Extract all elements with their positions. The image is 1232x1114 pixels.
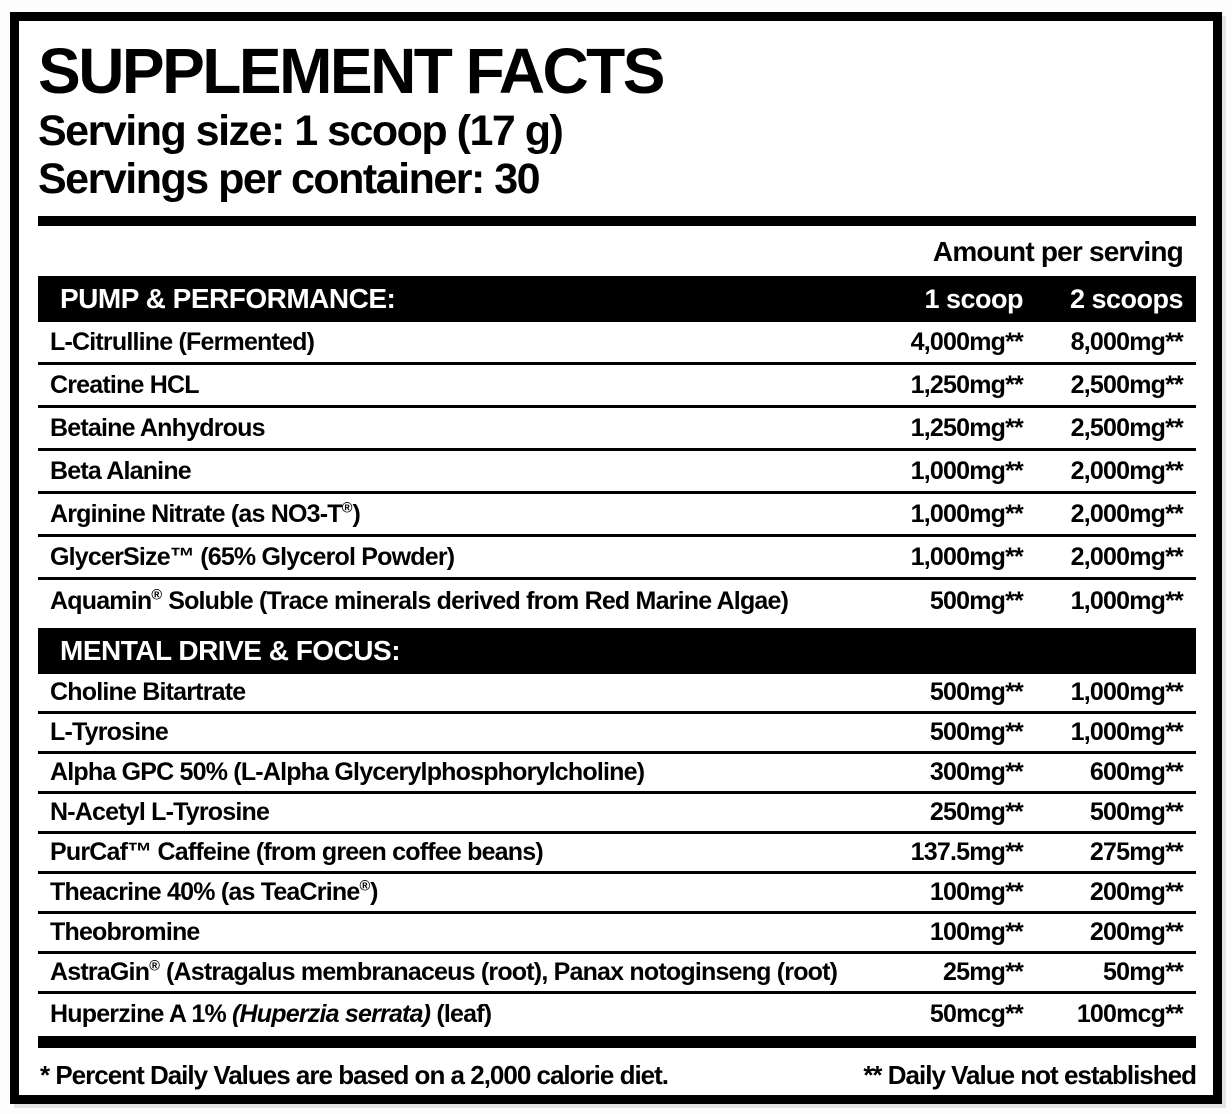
ingredient-name: Theacrine 40% (as TeaCrine®) [50,878,378,906]
ingredient-row [38,494,1196,537]
amount-2-scoops: 8,000mg** [1070,327,1183,356]
servings-per-container: Servings per container: 30 [38,155,540,203]
serving-size: Serving size: 1 scoop (17 g) [38,107,563,155]
amount-1-scoop: 100mg** [929,918,1023,946]
ingredient-row [38,914,1196,954]
ingredient-name: Theobromine [50,918,200,946]
ingredient-row [38,754,1196,794]
ingredient-name: Betaine Anhydrous [50,413,265,442]
column-header-1-scoop: 1 scoop [924,283,1023,314]
amount-1-scoop: 1,000mg** [910,456,1023,485]
amount-1-scoop: 1,250mg** [910,370,1023,399]
ingredient-row [38,954,1196,994]
amount-2-scoops: 600mg** [1089,758,1183,786]
ingredient-row [38,580,1196,623]
ingredient-row [38,408,1196,451]
section-rows [38,322,1196,623]
amount-2-scoops: 1,000mg** [1070,587,1183,615]
registered-mark: ® [359,878,371,895]
section-title: PUMP & PERFORMANCE: [60,283,396,314]
amount-2-scoops: 200mg** [1089,878,1183,906]
panel-title: SUPPLEMENT FACTS [38,35,663,107]
section-header [38,276,1196,322]
ingredient-name: L-Tyrosine [50,718,168,746]
ingredient-name: PurCaf™ Caffeine (from green coffee beans) [50,838,543,866]
amount-2-scoops: 2,000mg** [1070,542,1183,571]
ingredient-name: L-Citrulline (Fermented) [50,327,315,356]
ingredient-row [38,994,1196,1034]
title-divider-rule [38,216,1196,226]
amount-1-scoop: 500mg** [929,678,1023,706]
amount-1-scoop: 1,000mg** [910,499,1023,528]
ingredient-name: Beta Alanine [50,456,191,485]
section-title: MENTAL DRIVE & FOCUS: [60,635,401,666]
registered-mark: ® [151,587,163,604]
amount-1-scoop: 4,000mg** [910,327,1023,356]
amount-2-scoops: 2,000mg** [1070,499,1183,528]
amount-2-scoops: 275mg** [1089,838,1183,866]
column-header-2-scoops: 2 scoops [1069,283,1183,314]
amount-1-scoop: 25mg** [943,958,1023,986]
ingredient-name: N-Acetyl L-Tyrosine [50,798,270,826]
supplement-facts-panel [10,12,1222,1104]
amount-1-scoop: 300mg** [929,758,1023,786]
ingredient-row [38,674,1196,714]
ingredient-latin-name: (Huperzia serrata) [232,999,431,1028]
footnote-dv-not-established: ** Daily Value not established [863,1060,1196,1090]
amount-2-scoops: 500mg** [1089,798,1183,826]
amount-1-scoop: 500mg** [929,718,1023,746]
ingredient-row [38,714,1196,754]
ingredient-name: Aquamin® Soluble (Trace minerals derived from Red Marine Algae) [50,587,789,615]
ingredient-name: Creatine HCL [50,370,199,399]
amount-1-scoop: 50mcg** [929,999,1023,1028]
amount-2-scoops: 2,500mg** [1070,370,1183,399]
footnote-daily-values: * Percent Daily Values are based on a 2,000 calorie diet. [40,1060,669,1090]
amount-2-scoops: 1,000mg** [1070,718,1183,746]
amount-2-scoops: 2,500mg** [1070,413,1183,442]
amount-2-scoops: 1,000mg** [1070,678,1183,706]
ingredient-name: Choline Bitartrate [50,678,246,706]
ingredient-row [38,874,1196,914]
ingredient-name: Huperzine A 1% (Huperzia serrata) (leaf) [50,999,492,1028]
ingredient-row [38,537,1196,580]
ingredient-name: GlycerSize™ (65% Glycerol Powder) [50,542,455,571]
amount-1-scoop: 1,000mg** [910,542,1023,571]
facts-table [38,276,1196,1034]
amount-per-serving-header: Amount per serving [932,236,1183,267]
amount-1-scoop: 100mg** [929,878,1023,906]
amount-1-scoop: 250mg** [929,798,1023,826]
footer-divider-rule [38,1036,1196,1048]
ingredient-name: AstraGin® (Astragalus membranaceus (root), Panax notoginseng (root) [50,958,838,986]
amount-2-scoops: 50mg** [1103,958,1183,986]
amount-1-scoop: 1,250mg** [910,413,1023,442]
footnotes [38,1048,1196,1091]
registered-mark: ® [149,958,160,975]
section-rows [38,674,1196,1034]
amount-2-scoops: 100mcg** [1076,999,1183,1028]
ingredient-row [38,365,1196,408]
amount-1-scoop: 500mg** [929,587,1023,615]
registered-mark: ® [341,500,353,517]
amount-1-scoop: 137.5mg** [910,838,1023,866]
ingredient-name: Arginine Nitrate (as NO3-T®) [50,499,360,528]
ingredient-row [38,451,1196,494]
ingredient-row [38,322,1196,365]
ingredient-row [38,794,1196,834]
section-header [38,628,1196,674]
amount-2-scoops: 200mg** [1089,918,1183,946]
amount-2-scoops: 2,000mg** [1070,456,1183,485]
ingredient-row [38,834,1196,874]
ingredient-name: Alpha GPC 50% (L-Alpha Glycerylphosphorylcholine) [50,758,645,786]
